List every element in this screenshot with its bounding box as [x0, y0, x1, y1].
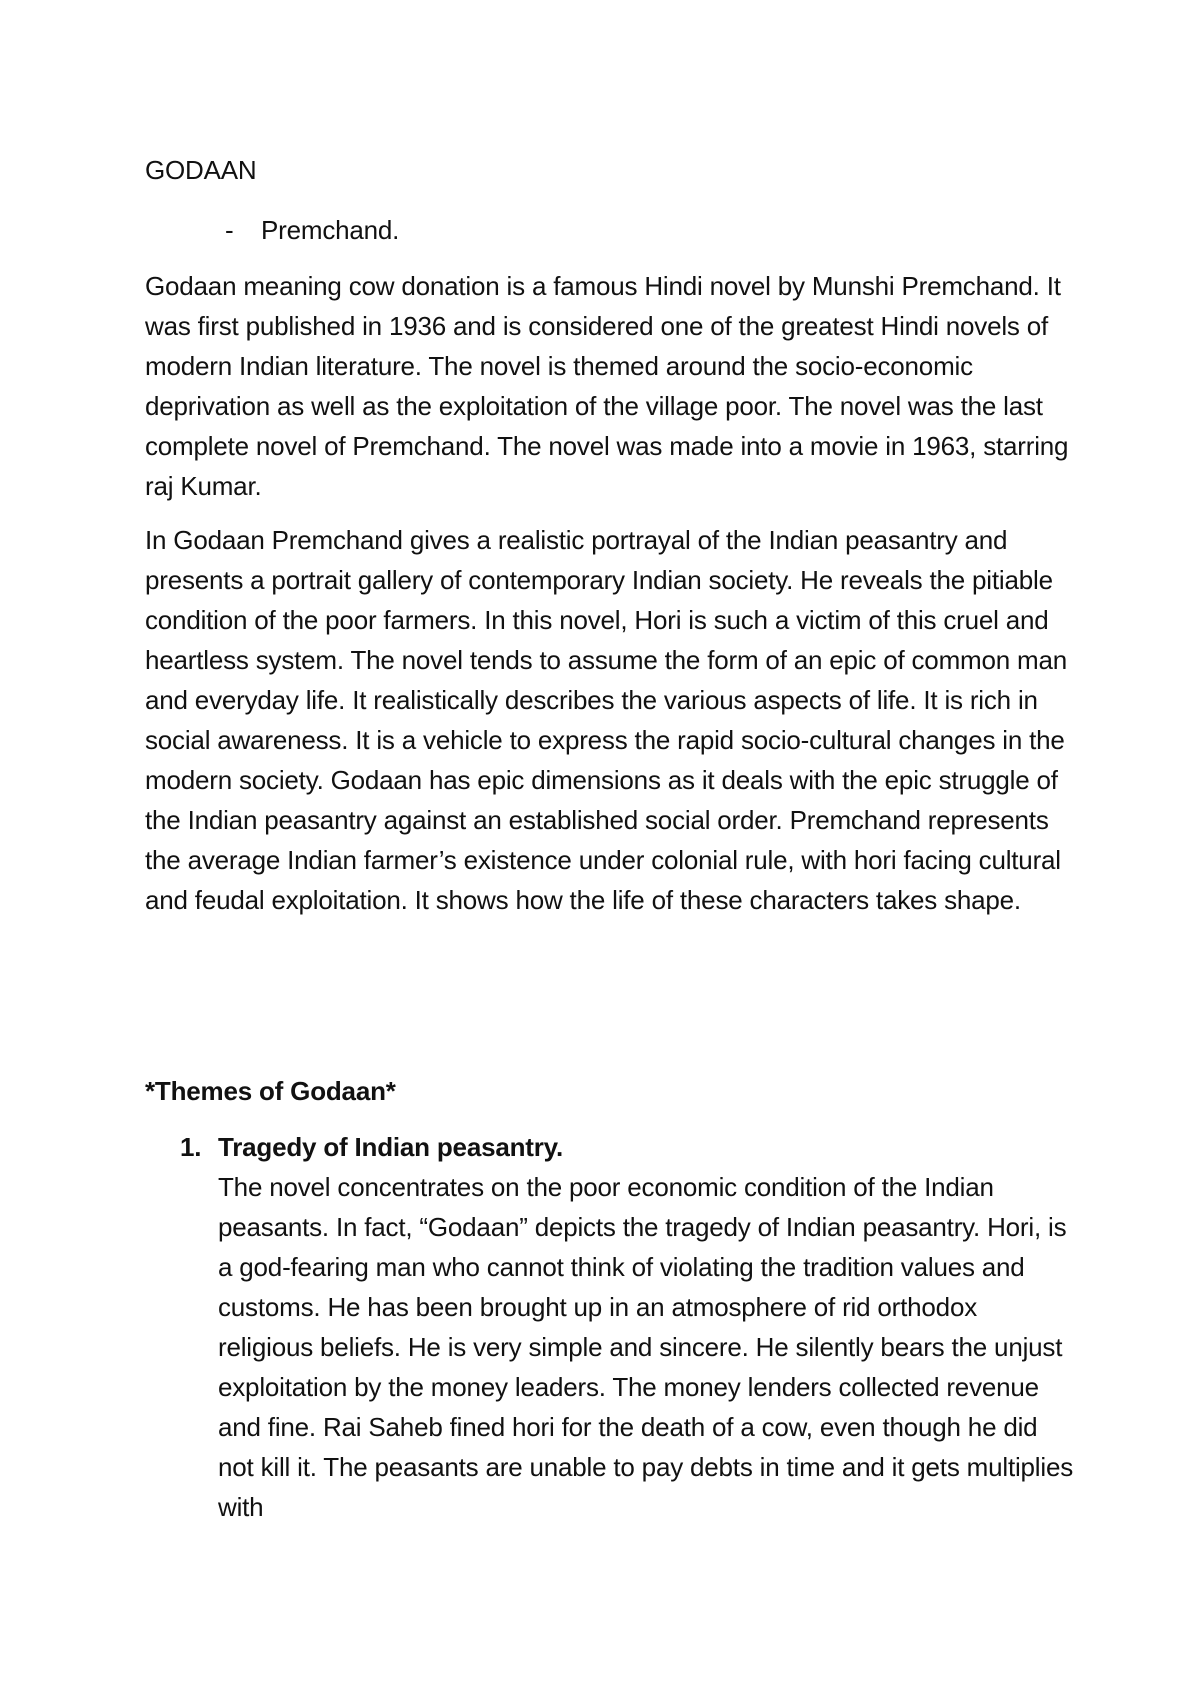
author-dash: -: [225, 215, 234, 245]
theme-title: Tragedy of Indian peasantry.: [218, 1132, 564, 1162]
author-line: [225, 210, 399, 250]
intro-paragraph: Godaan meaning cow donation is a famous Hindi novel by Munshi Premchand. It was first published in 1936 and is considered one of the greatest Hindi novels of modern Indian literature. The novel is themed around the socio-economic deprivation as well as the exploitation of the village poor. The novel was the last complete novel of Premchand. The novel was made into a movie in 1963, starring raj Kumar.: [145, 271, 1069, 501]
themes-heading: *Themes of Godaan*: [145, 1076, 396, 1106]
theme-number: 1.: [180, 1132, 202, 1162]
theme-body: The novel concentrates on the poor economic condition of the Indian peasants. In fact, “Godaan” depicts the tragedy of Indian peasantry. Hori, is a god-fearing man who cannot think of violating the tradition values and customs. He has been brought up in an atmosphere of rid orthodox religious beliefs. He is very simple and sincere. He silently bears the unjust exploitation by the money leaders. The money lenders collected revenue and fine. Rai Saheb fined hori for the death of a cow, even though he did not kill it. The peasants are unable to pay debts in time and it gets multiplies with: [218, 1172, 1074, 1522]
document-title: GODAAN: [145, 155, 257, 185]
portrayal-paragraph: In Godaan Premchand gives a realistic portrayal of the Indian peasantry and presents a portrait gallery of contemporary Indian society. He reveals the pitiable condition of the poor farmers. In this novel, Hori is such a victim of this cruel and heartless system. The novel tends to assume the form of an epic of common man and everyday life. It realistically describes the various aspects of life. It is rich in social awareness. It is a vehicle to express the rapid socio-cultural changes in the modern society. Godaan has epic dimensions as it deals with the epic struggle of the Indian peasantry against an established social order. Premchand represents the average Indian farmer’s existence under colonial rule, with hori facing cultural and feudal exploitation. It shows how the life of these characters takes shape.: [145, 525, 1068, 915]
author-name: Premchand.: [261, 215, 400, 245]
